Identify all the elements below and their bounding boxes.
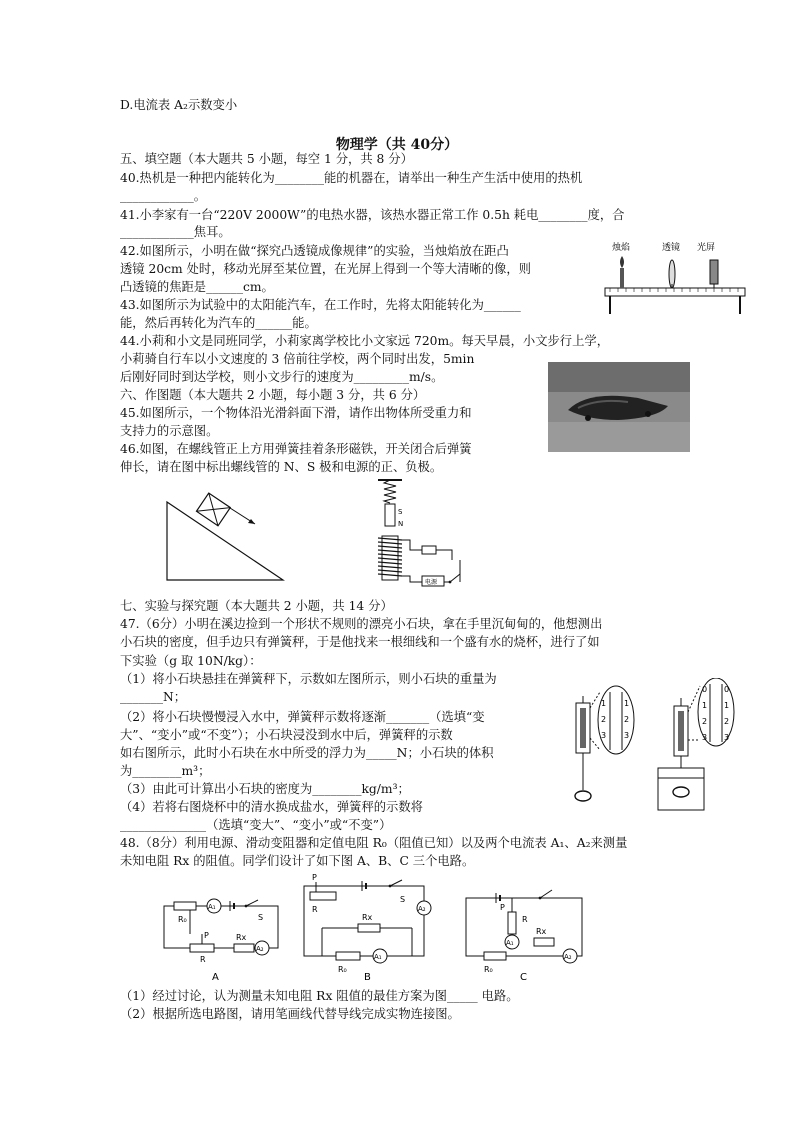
circuit-b-label: B (364, 972, 371, 983)
circuit-b-p: P (312, 873, 317, 882)
circuit-c-label: C (520, 972, 527, 983)
right-scale-tick-3b: 3 (724, 733, 730, 742)
q42-line2: 透镜 20cm 处时，移动光屏至某位置，在光屏上得到一个等大清晰的像，则 (120, 262, 531, 276)
circuit-c-a2: A₂ (564, 953, 572, 961)
circuit-a-r: R (200, 955, 206, 964)
right-scale-tick-2: 2 (702, 717, 708, 726)
q42-line3: 凸透镜的焦距是______cm。 (120, 280, 274, 294)
circuit-b-s: S (400, 895, 406, 904)
q45-line1: 45.如图所示，一个物体沿光滑斜面下滑，请作出物体所受重力和 (120, 406, 472, 420)
right-scale-tick-1b: 1 (724, 701, 730, 710)
q47-line6: （2）将小石块慢慢浸入水中，弹簧秤示数将逐渐_______（选填“变 (120, 710, 485, 724)
circuit-b (304, 873, 431, 983)
section-5-heading: 五、填空题（本大题共 5 小题，每空 1 分，共 8 分） (120, 152, 413, 166)
right-scale-tick-0b: 0 (724, 685, 730, 694)
q43-line1: 43.如图所示为试验中的太阳能汽车，在工作时，先将太阳能转化为______ (120, 298, 521, 312)
circuit-b-rx: Rx (362, 913, 373, 922)
left-scale-tick-1: 1 (601, 699, 607, 708)
solenoid-figure (370, 478, 475, 588)
q45-line2: 支持力的示意图。 (120, 424, 219, 438)
q48-line1: 48.（8分）利用电源、滑动变阻器和定值电阻 R₀（阻值已知）以及两个电流表 A₁、A₂来测量 (120, 836, 628, 850)
q47-line7: 大”、“变小”或“不变”）；小石块浸没到水中后，弹簧秤的示数 (120, 728, 453, 742)
lens-label: 透镜 (662, 243, 681, 253)
circuit-c-r: R (522, 915, 528, 924)
magnet-n-label: N (398, 520, 404, 528)
circuit-a-p: P (204, 931, 209, 940)
circuit-a-a2: A₂ (256, 945, 264, 953)
q40-line2: ____________。 (120, 189, 207, 203)
circuit-c-r0: R₀ (484, 965, 493, 974)
q41-line2: ____________焦耳。 (120, 225, 231, 239)
q47-line8: 如右图所示，此时小石块在水中所受的浮力为_____N；小石块的体积 (120, 746, 494, 760)
q48-line2: 未知电阻 Rx 的阻值。同学们设计了如下图 A、B、C 三个电路。 (120, 854, 475, 868)
q46-line1: 46.如图，在螺线管正上方用弹簧挂着条形磁铁，开关闭合后弹簧 (120, 442, 472, 456)
circuit-a-s: S (258, 913, 264, 922)
candle-label: 烛焰 (612, 243, 631, 253)
section-6-heading: 六、作图题（本大题共 2 小题，每小题 3 分，共 6 分） (120, 388, 426, 402)
left-scale-tick-2b: 2 (624, 715, 630, 724)
q47-line3: 下实验（g 取 10N/kg）： (120, 654, 262, 668)
screen-label: 光屏 (697, 243, 716, 253)
circuit-a-r0: R₀ (178, 915, 187, 924)
lens-experiment-figure (602, 238, 752, 318)
q48-line3: （1）经过讨论，认为测量未知电阻 Rx 阻值的最佳方案为图_____ 电路。 (120, 989, 519, 1003)
magnet-s-label: S (398, 508, 403, 516)
left-scale-tick-2: 2 (601, 715, 607, 724)
q44-line2: 小莉骑自行车以小文速度的 3 倍前往学校，两个同时出发，5min (120, 352, 475, 366)
left-scale-tick-3b: 3 (624, 731, 630, 740)
q41-line1: 41.小李家有一台“220V 2000W”的电热水器，该热水器正常工作 0.5h 耗电________度，合 (120, 208, 625, 222)
circuit-a (164, 899, 278, 983)
circuit-b-a2: A₂ (418, 905, 426, 913)
left-scale-tick-3: 3 (601, 731, 607, 740)
left-scale-tick-1b: 1 (624, 699, 630, 708)
solar-car-photo (548, 362, 690, 452)
q44-line3: 后刚好同时到达学校，则小文步行的速度为_________m/s。 (120, 370, 444, 384)
q47-line9: 为________m³； (120, 764, 211, 778)
circuit-b-r: R (312, 905, 318, 914)
circuits-figure (150, 872, 590, 984)
q46-line2: 伸长，请在图中标出螺线管的 N、S 极和电源的正、负极。 (120, 460, 443, 474)
circuit-a-label: A (212, 972, 219, 983)
q40-line1: 40.热机是一种把内能转化为________能的机器在，请举出一种生产生活中使用的热机 (120, 171, 583, 185)
circuit-b-r0: R₀ (338, 965, 347, 974)
spring-scale-figure (566, 678, 746, 813)
q47-line4: （1）将小石块悬挂在弹簧秤下，示数如左图所示，则小石块的重量为 (120, 672, 497, 686)
circuit-a-rx: Rx (236, 933, 247, 942)
q47-line10: （3）由此可计算出小石块的密度为________kg/m³； (120, 782, 410, 796)
power-label: 电源 (425, 579, 438, 586)
q47-line1: 47.（6分）小明在溪边捡到一个形状不规则的漂亮小石块，拿在手里沉甸甸的，他想测出 (120, 617, 603, 631)
section-7-heading: 七、实验与探究题（本大题共 2 小题，共 14 分） (120, 599, 393, 613)
circuit-c (466, 890, 582, 983)
option-d: D.电流表 A₂示数变小 (120, 98, 238, 112)
section-title: 物理学（共 40分） (335, 137, 459, 153)
q42-line1: 42.如图所示，小明在做“探究凸透镜成像规律”的实验，当烛焰放在距凸 (120, 244, 509, 258)
q44-line1: 44.小莉和小文是同班同学，小莉家离学校比小文家远 720m。每天早晨，小文步行上学， (120, 334, 609, 348)
circuit-a-a1: A₁ (208, 903, 216, 911)
right-scale-tick-0: 0 (702, 685, 708, 694)
q47-line12: ______________（选填“变大”、“变小”或“不变”） (120, 818, 392, 832)
right-scale-tick-3: 3 (702, 733, 708, 742)
q47-line5: _______N； (120, 690, 187, 704)
circuit-b-a1: A₁ (374, 953, 382, 961)
inclined-plane-figure (165, 488, 290, 583)
q47-line11: （4）若将右图烧杯中的清水换成盐水，弹簧秤的示数将 (120, 800, 423, 814)
circuit-c-a1: A₁ (506, 939, 514, 947)
right-scale-tick-1: 1 (702, 701, 708, 710)
right-scale-tick-2b: 2 (724, 717, 730, 726)
q48-line4: （2）根据所选电路图，请用笔画线代替导线完成实物连接图。 (120, 1007, 460, 1021)
circuit-c-rx: Rx (536, 927, 547, 936)
q43-line2: 能，然后再转化为汽车的______能。 (120, 316, 317, 330)
q47-line2: 小石块的密度，但手边只有弹簧秤，于是他找来一根细线和一个盛有水的烧杯，进行了如 (120, 635, 600, 649)
circuit-c-p: P (500, 903, 505, 912)
